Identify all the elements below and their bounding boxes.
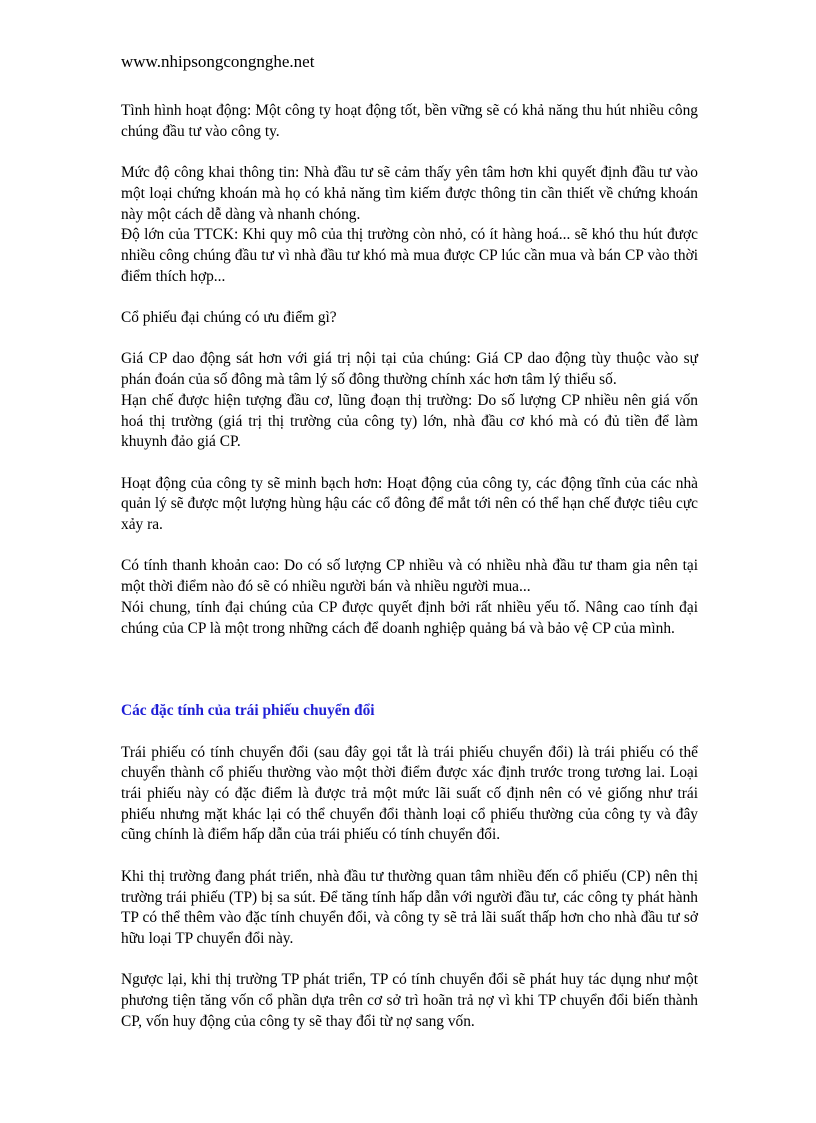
section-heading-trai-phieu: Các đặc tính của trái phiếu chuyển đổi — [121, 702, 375, 720]
paragraph-tinh-hinh-hoat-dong: Tình hình hoạt động: Một công ty hoạt động tốt, bền vững sẽ có khả năng thu hút nhiều công chúng đầu tư vào công ty. — [121, 102, 698, 140]
paragraph-do-lon-ttck: Độ lớn của TTCK: Khi quy mô của thị trường còn nhỏ, có ít hàng hoá... sẽ khó thu hút được nhiều công chúng đầu tư vì nhà đầu tư khó mà mua được CP lúc cần mua và bán CP vào thời điểm thích hợp... — [121, 226, 698, 285]
paragraph-minh-bach: Hoạt động của công ty sẽ minh bạch hơn: Hoạt động của công ty, các động tĩnh của các nhà quản lý sẽ được một lượng hùng hậu các cổ đông để mắt tới nên có thể hạn chế được tiêu cực xảy ra. — [121, 474, 698, 533]
paragraph-nguoc-lai: Ngược lại, khi thị trường TP phát triển, TP có tính chuyển đổi sẽ phát huy tác dụng như một phương tiện tăng vốn cổ phần dựa trên cơ sở trì hoãn trả nợ vì khi TP chuyển đổi biến thành CP, vốn huy động của công ty sẽ thay đổi từ nợ sang vốn. — [121, 971, 698, 1030]
paragraph-thanh-khoan: Có tính thanh khoản cao: Do có số lượng CP nhiều và có nhiều nhà đầu tư tham gia nên tại một thời điểm nào đó sẽ có nhiều người bán và nhiều người mua... — [121, 557, 698, 596]
paragraph-trai-phieu-dinh-nghia: Trái phiếu có tính chuyển đổi (sau đây gọi tắt là trái phiếu chuyển đổi) là trái phiếu có thể chuyển thành cổ phiếu thường vào một thời điểm được xác định trước trong tương lai. Loại trái phiếu này có đặc điểm là được trả một mức lãi suất cố định nên có vẻ giống như trái phiếu nhưng mặt khác lại có thể chuyển đổi thành loại cổ phiếu thường của công ty và đây cũng chính là điểm hấp dẫn của trái phiếu có tính chuyển đổi. — [121, 743, 698, 844]
paragraph-muc-do-cong-khai: Mức độ công khai thông tin: Nhà đầu tư sẽ cảm thấy yên tâm hơn khi quyết định đầu tư vào một loại chứng khoán mà họ có khả năng tìm kiếm được thông tin cần thiết về chứng khoán này một cách dễ dàng và nhanh chóng. — [121, 164, 698, 223]
site-url-header: www.nhipsongcongnghe.net — [121, 52, 315, 71]
paragraph-han-che-dau-co: Hạn chế được hiện tượng đầu cơ, lũng đoạn thị trường: Do số lượng CP nhiều nên giá vốn hoá thị trường (giá trị thị trường của công ty) lớn, nhà đầu cơ khó mà có đủ tiền để làm khuynh đảo giá CP. — [121, 391, 698, 451]
paragraph-gia-cp-dao-dong: Giá CP dao động sát hơn với giá trị nội tại của chúng: Giá CP dao động tùy thuộc vào sự phán đoán của số đông mà tâm lý số đông thường chính xác hơn tâm lý thiểu số. — [121, 350, 698, 389]
document-body — [121, 101, 698, 1032]
paragraph-noi-chung: Nói chung, tính đại chúng của CP được quyết định bởi rất nhiều yếu tố. Nâng cao tính đại chúng của CP là một trong những cách để doanh nghiệp quảng bá và bảo vệ CP của mình. — [121, 598, 698, 637]
paragraph-thi-truong-phat-trien: Khi thị trường đang phát triển, nhà đầu tư thường quan tâm nhiều đến cổ phiếu (CP) nên thị trường trái phiếu (TP) bị sa sút. Để tăng tính hấp dẫn với người đầu tư, các công ty phát hành TP có thể thêm vào đặc tính chuyển đổi, và công ty sẽ trả lãi suất thấp hơn cho nhà đầu tư sở hữu loại TP chuyển đổi này. — [121, 867, 698, 947]
paragraph-question-uu-diem: Cổ phiếu đại chúng có ưu điểm gì? — [121, 309, 337, 326]
